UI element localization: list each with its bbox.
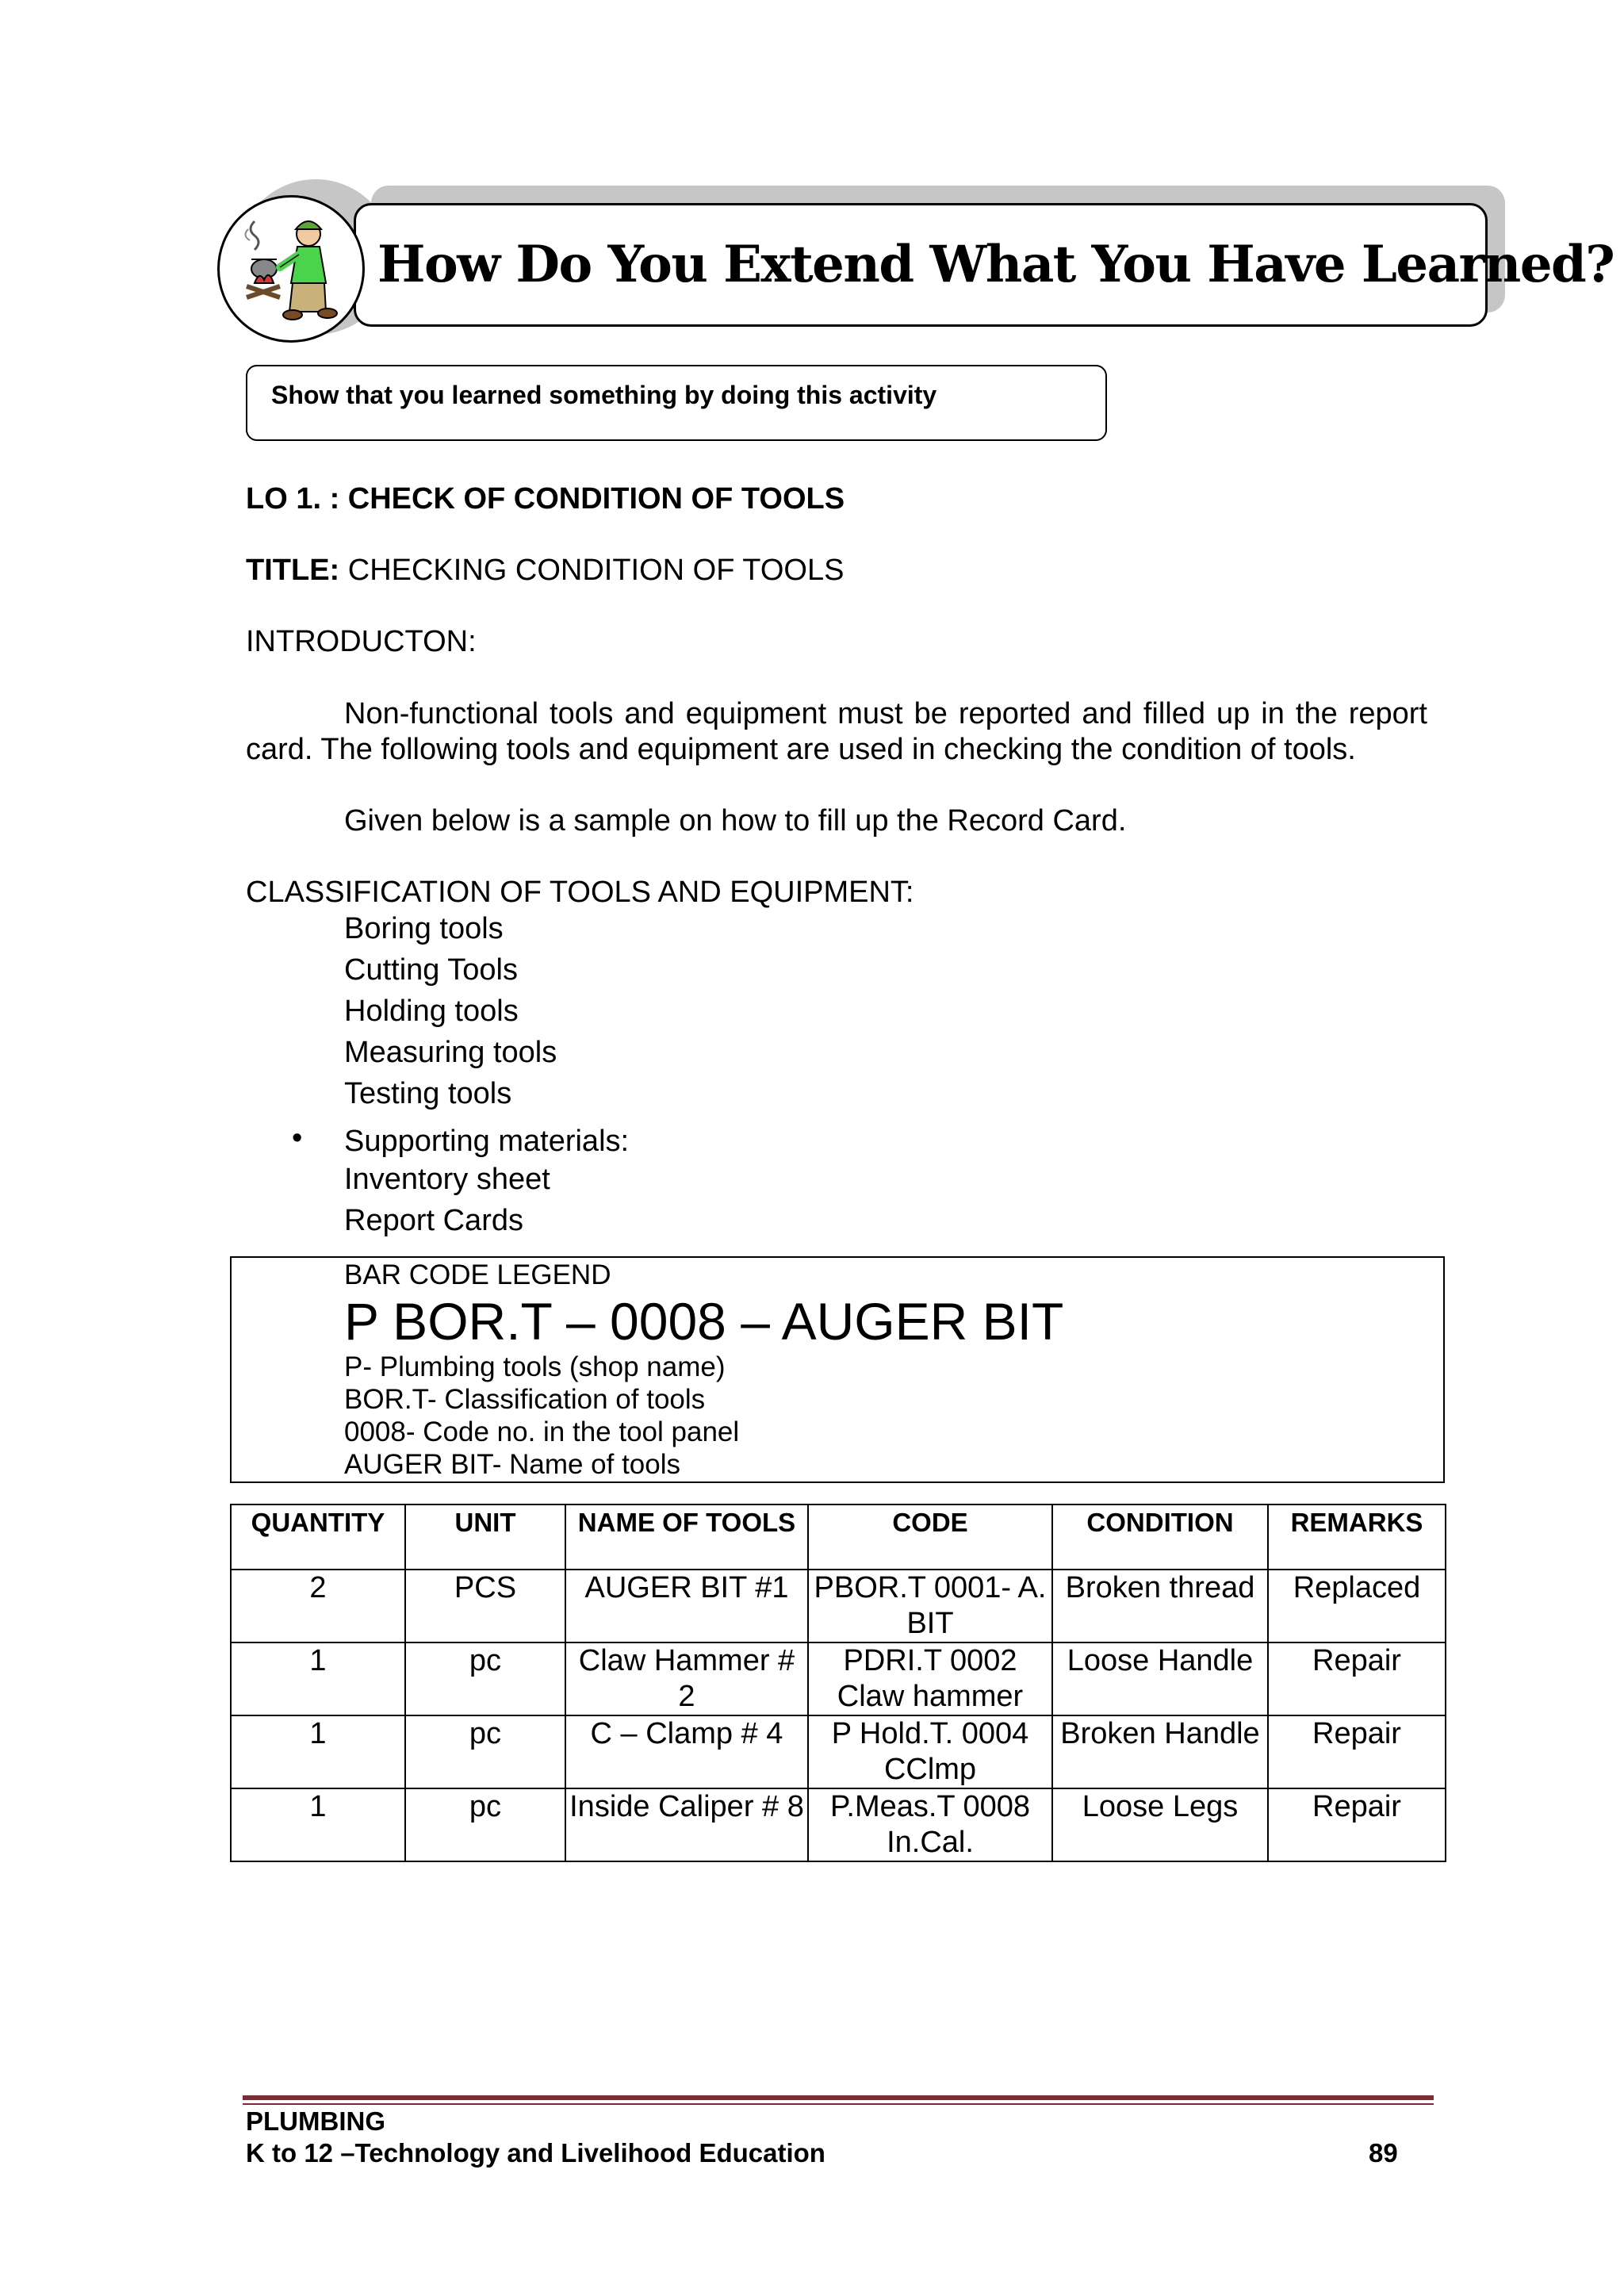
introduction-paragraph: Non-functional tools and equipment must be reported and filled up in the report card. The following tools and equipment are used in checking the condition of tools. [246, 697, 1427, 766]
bar-code-legend-box [230, 1256, 1445, 1483]
table-row [231, 1788, 1446, 1861]
cell-name-of-tools: C – Clamp # 4 [565, 1715, 808, 1788]
column-header-code: CODE [808, 1504, 1052, 1570]
cell-name-of-tools: Inside Caliper # 8 [565, 1788, 808, 1861]
bullet-icon: • [292, 1121, 303, 1155]
cell-condition: Broken thread [1052, 1570, 1268, 1642]
cell-remarks: Repair [1268, 1642, 1446, 1715]
classification-item: Boring tools [344, 912, 504, 945]
legend-heading: BAR CODE LEGEND [344, 1259, 611, 1290]
cell-unit: pc [405, 1642, 565, 1715]
table-row [231, 1570, 1446, 1642]
cell-name-of-tools: Claw Hammer # 2 [565, 1642, 808, 1715]
footer-subject: PLUMBING [246, 2106, 385, 2136]
cell-quantity: 1 [231, 1788, 405, 1861]
cell-code: PBOR.T 0001- A. BIT [808, 1570, 1052, 1642]
classification-item: Cutting Tools [344, 953, 518, 987]
page-title: How Do You Extend What You Have Learned? [377, 235, 1614, 294]
column-header-unit: UNIT [405, 1504, 565, 1570]
cell-code: PDRI.T 0002 Claw hammer [808, 1642, 1052, 1715]
table-row [231, 1715, 1446, 1788]
classification-item: Holding tools [344, 995, 519, 1028]
legend-line: BOR.T- Classification of tools [344, 1384, 706, 1415]
table-header-row [231, 1504, 1446, 1570]
classification-heading: CLASSIFICATION OF TOOLS AND EQUIPMENT: [246, 876, 914, 909]
title-label: TITLE: [246, 554, 340, 587]
activity-instruction-text: Show that you learned something by doing this activity [271, 381, 937, 409]
boy-campfire-icon [217, 195, 365, 343]
classification-item: Testing tools [344, 1077, 512, 1110]
activity-instruction-box [246, 365, 1107, 441]
cell-condition: Loose Legs [1052, 1788, 1268, 1861]
table-row [231, 1642, 1446, 1715]
footer-rule-thin [243, 2103, 1434, 2105]
cell-name-of-tools: AUGER BIT #1 [565, 1570, 808, 1642]
column-header-remarks: REMARKS [1268, 1504, 1446, 1570]
legend-line: 0008- Code no. in the tool panel [344, 1416, 740, 1447]
cell-condition: Broken Handle [1052, 1715, 1268, 1788]
cell-unit: pc [405, 1715, 565, 1788]
supporting-materials-label: Supporting materials: [344, 1125, 630, 1158]
title-value: CHECKING CONDITION OF TOOLS [339, 554, 845, 587]
cell-unit: PCS [405, 1570, 565, 1642]
classification-item: Measuring tools [344, 1036, 557, 1069]
record-card-table [230, 1504, 1446, 1862]
footer-rule [243, 2095, 1434, 2100]
legend-sample-code: P BOR.T – 0008 – AUGER BIT [344, 1292, 1064, 1351]
introduction-sample-line: Given below is a sample on how to fill up the Record Card. [344, 804, 1127, 838]
legend-line: P- Plumbing tools (shop name) [344, 1351, 726, 1382]
supporting-item: Report Cards [344, 1204, 523, 1237]
boy-campfire-illustration [220, 197, 365, 343]
cell-quantity: 1 [231, 1642, 405, 1715]
cell-quantity: 1 [231, 1715, 405, 1788]
cell-unit: pc [405, 1788, 565, 1861]
cell-remarks: Repair [1268, 1715, 1446, 1788]
cell-code: P.Meas.T 0008 In.Cal. [808, 1788, 1052, 1861]
page-number: 89 [1369, 2138, 1398, 2168]
cell-remarks: Repair [1268, 1788, 1446, 1861]
introduction-label: INTRODUCTON: [246, 625, 477, 658]
cell-code: P Hold.T. 0004 CClmp [808, 1715, 1052, 1788]
footer-course: K to 12 –Technology and Livelihood Education [246, 2138, 825, 2168]
column-header-quantity: QUANTITY [231, 1504, 405, 1570]
lo-heading: LO 1. : CHECK OF CONDITION OF TOOLS [246, 482, 845, 516]
legend-line: AUGER BIT- Name of tools [344, 1449, 681, 1480]
supporting-item: Inventory sheet [344, 1163, 550, 1196]
title-line [246, 554, 844, 588]
cell-condition: Loose Handle [1052, 1642, 1268, 1715]
column-header-condition: CONDITION [1052, 1504, 1268, 1570]
cell-remarks: Replaced [1268, 1570, 1446, 1642]
cell-quantity: 2 [231, 1570, 405, 1642]
column-header-name-of-tools: NAME OF TOOLS [565, 1504, 808, 1570]
